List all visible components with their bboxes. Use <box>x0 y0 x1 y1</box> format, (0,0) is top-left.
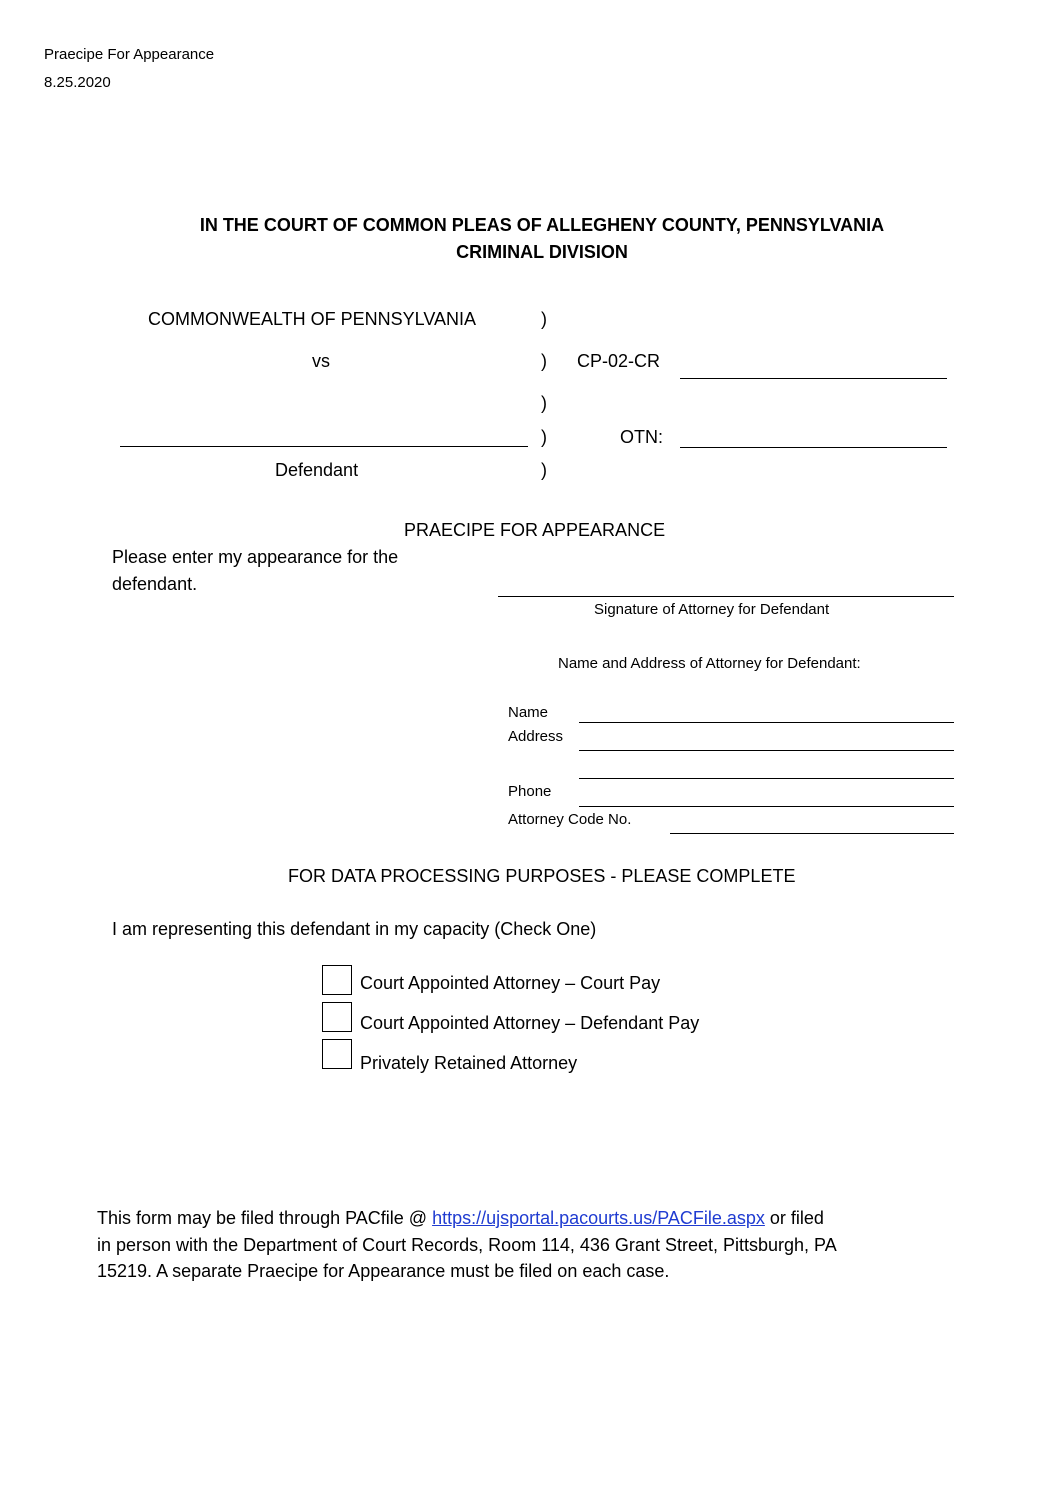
privately-retained-checkbox[interactable] <box>322 1039 352 1069</box>
defendant-label: Defendant <box>275 460 359 480</box>
pacfile-link[interactable]: https://ujsportal.pacourts.us/PACFile.aspx <box>432 1208 765 1228</box>
court-pay-label: Court Appointed Attorney – Court Pay <box>360 973 661 993</box>
attorney-code-label: Attorney Code No. <box>508 811 632 828</box>
vs-label: vs <box>312 351 330 371</box>
defendant-name-line[interactable] <box>120 446 528 447</box>
signature-line[interactable] <box>498 596 954 597</box>
plaintiff-name: COMMONWEALTH OF PENNSYLVANIA <box>148 309 477 329</box>
caption-paren: ) <box>541 460 547 480</box>
caption-paren: ) <box>541 427 547 447</box>
filing-text-after-link: or filed <box>764 1208 824 1228</box>
appearance-request-line1: Please enter my appearance for the <box>112 547 399 567</box>
otn-line[interactable] <box>680 447 947 448</box>
signature-label: Signature of Attorney for Defendant <box>594 601 830 618</box>
data-processing-heading: FOR DATA PROCESSING PURPOSES - PLEASE COMPLETE <box>288 866 796 886</box>
filing-instructions-line2: in person with the Department of Court Records, Room 114, 436 Grant Street, Pittsburgh, PA <box>97 1235 837 1255</box>
attorney-phone-label: Phone <box>508 783 552 800</box>
court-title: IN THE COURT OF COMMON PLEAS OF ALLEGHENY COUNTY, PENNSYLVANIA <box>199 215 885 235</box>
caption-paren: ) <box>541 309 547 329</box>
attorney-name-line[interactable] <box>579 722 954 723</box>
capacity-question: I am representing this defendant in my capacity (Check One) <box>112 919 597 939</box>
form-name: Praecipe For Appearance <box>44 46 215 63</box>
name-address-heading: Name and Address of Attorney for Defendant: <box>558 655 861 672</box>
form-date: 8.25.2020 <box>44 74 111 91</box>
attorney-phone-line[interactable] <box>579 806 954 807</box>
caption-paren: ) <box>541 351 547 371</box>
otn-label: OTN: <box>620 427 663 447</box>
appearance-request-line2: defendant. <box>112 574 198 594</box>
case-number-line[interactable] <box>680 378 947 379</box>
division-title: CRIMINAL DIVISION <box>456 242 628 262</box>
praecipe-heading: PRAECIPE FOR APPEARANCE <box>404 520 666 540</box>
filing-text-before-link: This form may be filed through PACfile @ <box>97 1208 433 1228</box>
defendant-pay-label: Court Appointed Attorney – Defendant Pay <box>360 1013 700 1033</box>
filing-instructions-line3: 15219. A separate Praecipe for Appearance must be filed on each case. <box>97 1261 670 1281</box>
case-number-label: CP-02-CR <box>577 351 661 371</box>
defendant-pay-checkbox[interactable] <box>322 1002 352 1032</box>
attorney-code-line[interactable] <box>670 833 954 834</box>
filing-instructions-line1 <box>97 1208 824 1229</box>
attorney-address-line-1[interactable] <box>579 750 954 751</box>
court-pay-checkbox[interactable] <box>322 965 352 995</box>
attorney-address-line-2[interactable] <box>579 778 954 779</box>
attorney-address-label: Address <box>508 728 564 745</box>
caption-paren: ) <box>541 393 547 413</box>
privately-retained-label: Privately Retained Attorney <box>360 1053 578 1073</box>
attorney-name-label: Name <box>508 704 549 721</box>
